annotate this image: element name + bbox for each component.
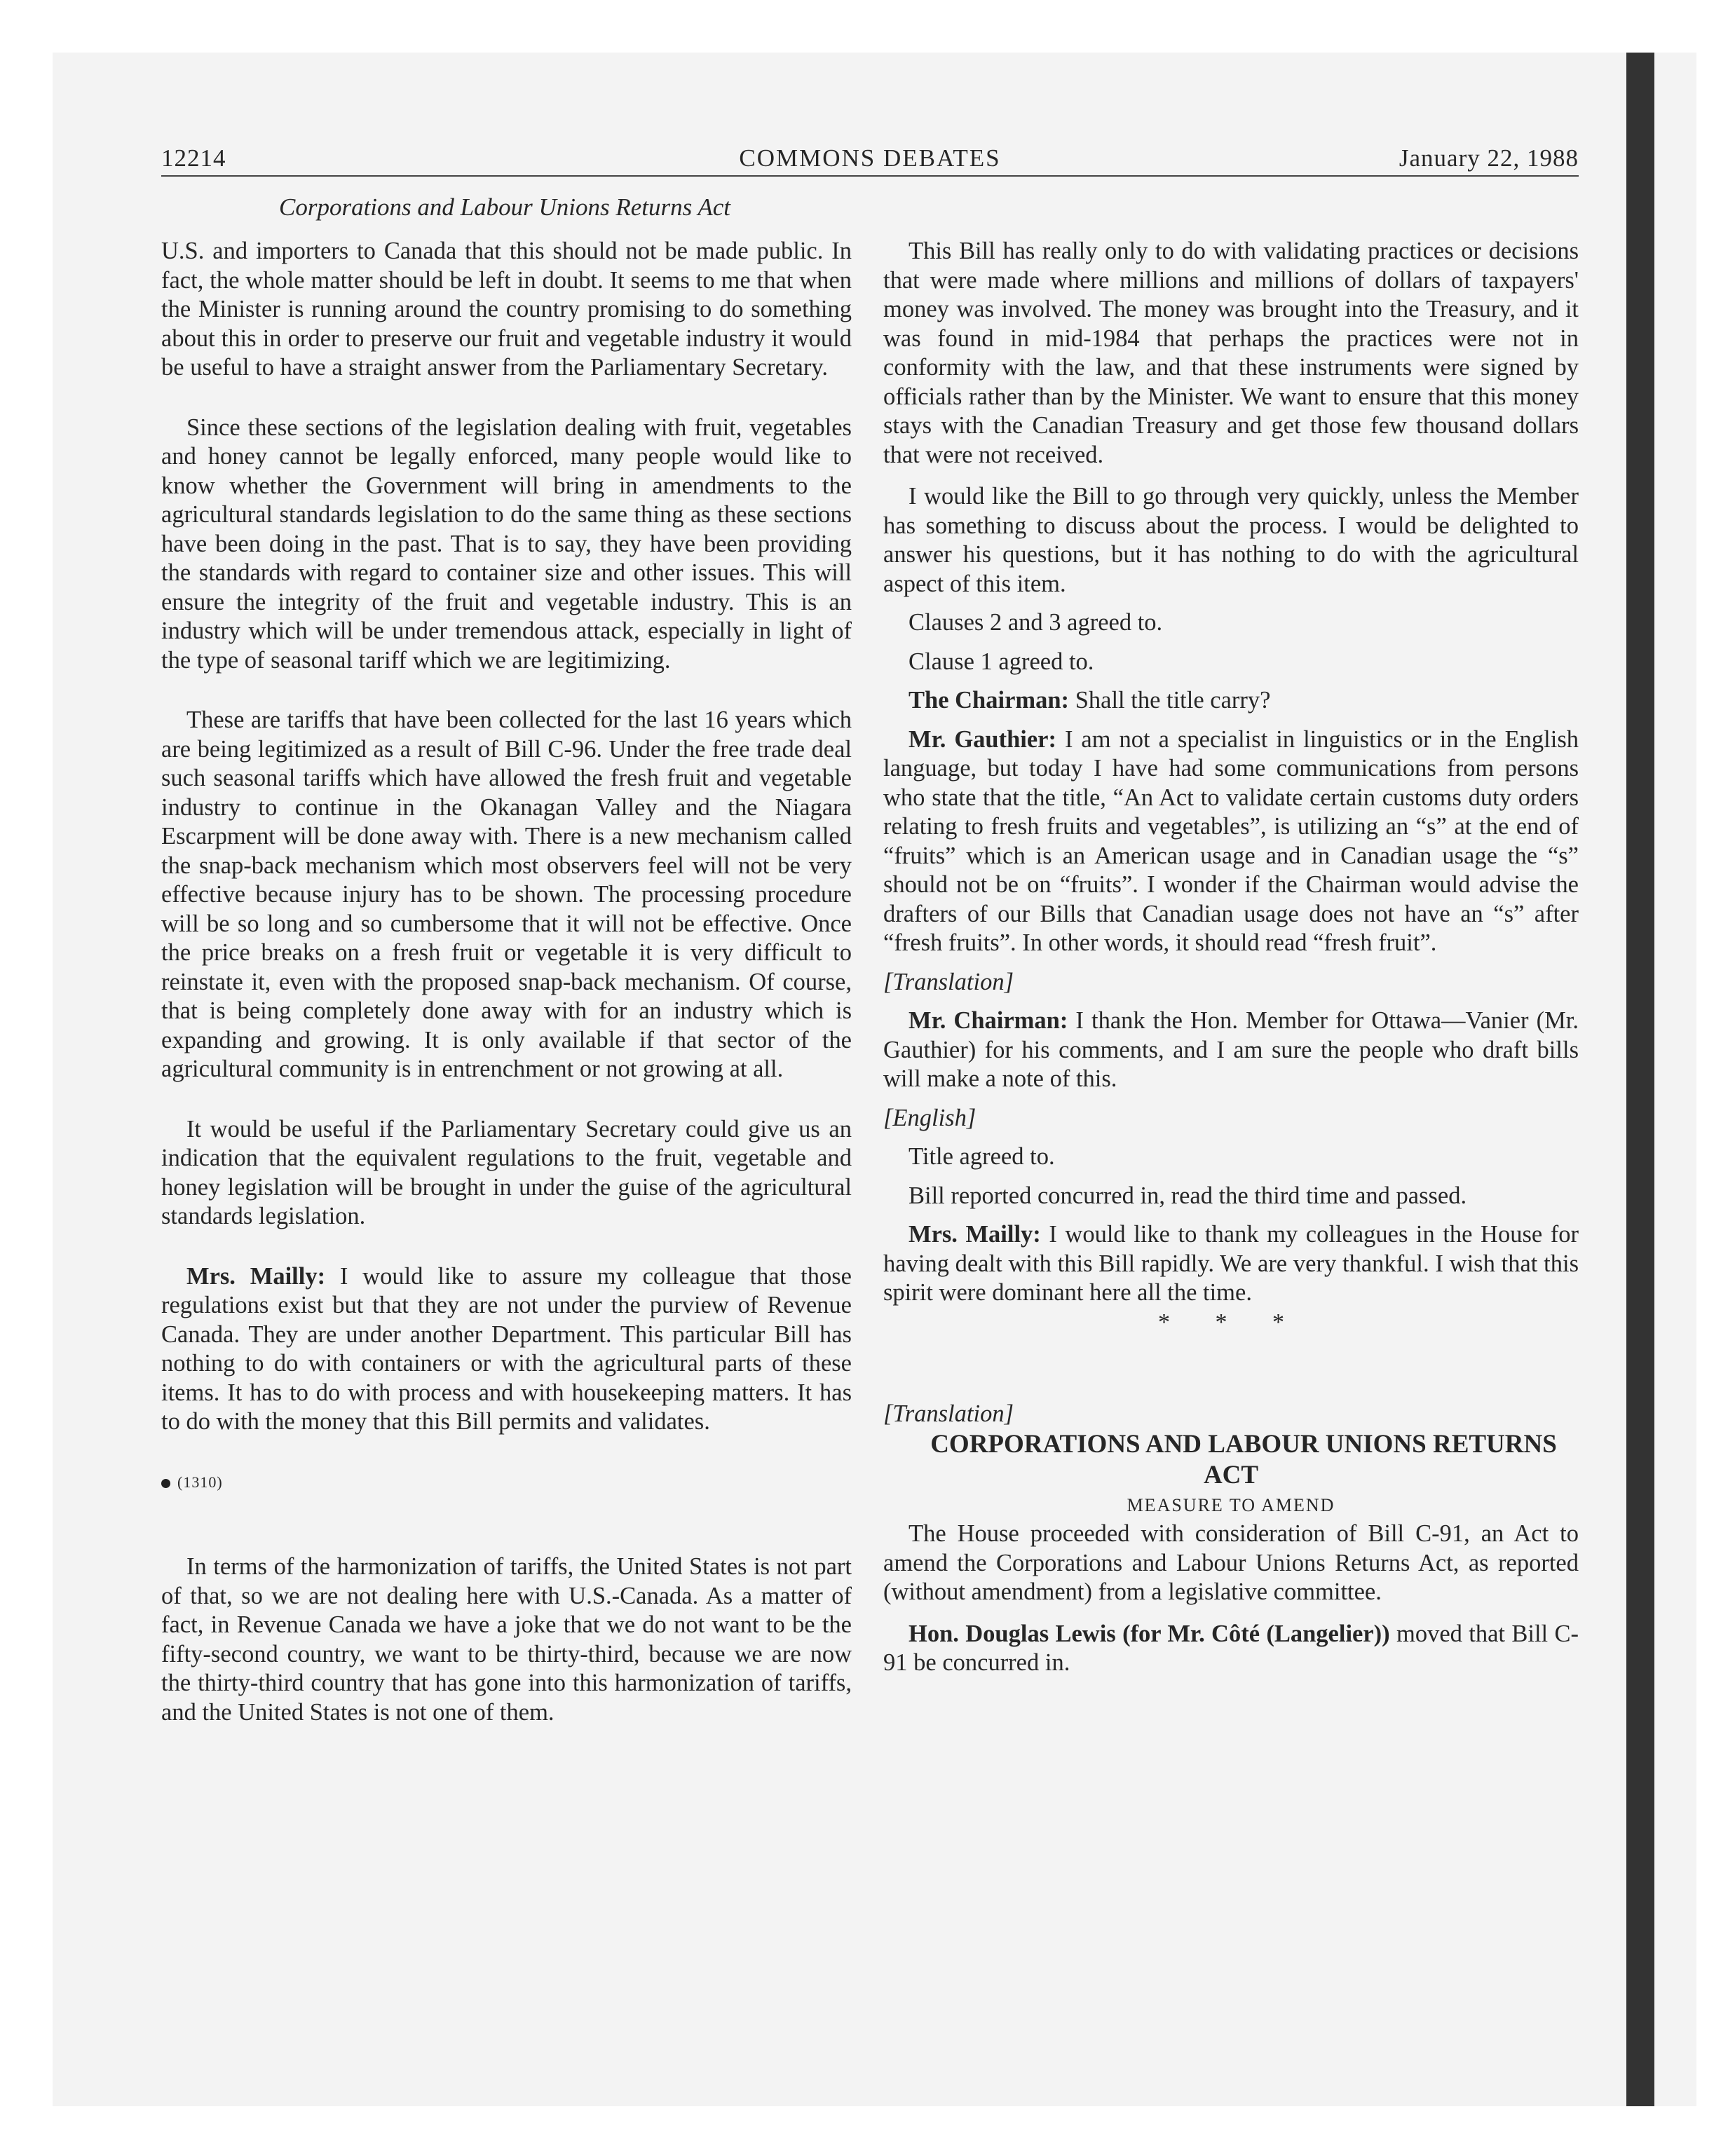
paragraph: The House proceeded with consideration of Bill C-91, an Act to amend the Corporations and Labour Unions Returns Act, as reported (without amendment) from a legislative committee. xyxy=(883,1520,1579,1605)
paragraph: Since these sections of the legislation dealing with fruit, vegetables and honey cannot be legally enforced, many people would like to know whether the Government will bring in amendments to the agricultural standards legislation to do the same thing as these sections have been doing in the past. That is to say, they have been providing the standards with regard to container size and other issues. This will ensure the integrity of the fruit and vegetable industry. This is an industry which will be under tremendous attack, especially in light of the type of seasonal tariff which we are legitimizing. xyxy=(161,414,852,674)
speech-paragraph xyxy=(883,1620,1579,1678)
speech-text: Shall the title carry? xyxy=(1069,687,1271,714)
speech-text: moved that Bill C-91 be concurred in. xyxy=(883,1620,1579,1676)
speech-text: I am not a specialist in linguistics or in the English language, but today I have had some communications from persons who state that the title, “An Act to validate certain customs duty orders relating to fresh fruits and vegetables”, is utilizing an “s” at the end of “fruits” which is an American usage and in Canadian usage the “s” should not be on “fruits”. I wonder if the Chairman would advise the drafters of our Bills that Canadian usage does not have an “s” after “fresh fruits”. In other words, it should read “fresh fruit”. xyxy=(883,725,1579,956)
language-tag: [Translation] xyxy=(883,968,1014,995)
scan-edge-shadow xyxy=(1626,53,1654,2106)
running-title: Corporations and Labour Unions Returns Act xyxy=(279,193,730,221)
speech-paragraph xyxy=(883,1007,1579,1094)
speaker-name: The Chairman: xyxy=(909,687,1070,714)
time-marker-label: (1310) xyxy=(177,1473,223,1491)
paragraph: These are tariffs that have been collected for the last 16 years which are being legitimized as a result of Bill C-96. Under the free trade deal such seasonal tariffs which have allowed the fresh fruit and vegetable industry to continue in the Okanagan Valley and the Niagara Escarpment will be done away with. There is a new mechanism called the snap-back mechanism which most observers feel will not be very effective because injury has to be shown. The processing procedure will be so long and so cumbersome that it will not be effective. Once the price breaks on a fresh fruit or vegetable it is very difficult to reinstate it, even with the proposed snap-back mechanism. Of course, that is being completely done away with for an industry which is expanding and growing. It is only available if that sector of the agricultural community is in entrenchment or not growing at all. xyxy=(161,707,852,1082)
speaker-name: Mr. Gauthier: xyxy=(909,725,1056,753)
right-column xyxy=(883,237,1579,1678)
bullet-icon xyxy=(161,1479,170,1488)
speech-paragraph xyxy=(883,1220,1579,1308)
vote-result: Clause 1 agreed to. xyxy=(909,648,1094,675)
speaker-name: Hon. Douglas Lewis (for Mr. Côté (Langelier)) xyxy=(909,1620,1390,1647)
speaker-name: Mrs. Mailly: xyxy=(186,1262,326,1290)
language-tag: [Translation] xyxy=(883,1400,1014,1427)
vote-result: Title agreed to. xyxy=(909,1143,1055,1170)
page-number: 12214 xyxy=(161,144,226,172)
paragraph: I would like the Bill to go through very quickly, unless the Member has something to discuss about the process. I would be delighted to answer his questions, but it has nothing to do with the agricultural aspect of this item. xyxy=(883,483,1579,597)
speaker-name: Mrs. Mailly: xyxy=(909,1221,1041,1248)
speech-paragraph xyxy=(883,725,1579,958)
publication-title: COMMONS DEBATES xyxy=(739,144,1001,172)
vote-result: Clauses 2 and 3 agreed to. xyxy=(909,609,1163,636)
vote-result: Bill reported concurred in, read the third time and passed. xyxy=(909,1182,1467,1209)
speech-paragraph xyxy=(161,1262,852,1437)
left-column xyxy=(161,237,852,1727)
speech-paragraph xyxy=(883,686,1579,716)
paragraph: This Bill has really only to do with validating practices or decisions that were made where millions and millions of dollars of taxpayers' money was involved. The money was brought into the Treasury, and it was found in mid-1984 that perhaps the practices were not in conformity with the law, and that these instruments were signed by officials rather than by the Minister. We want to ensure that this money stays with the Canadian Treasury and get those few thousand dollars that were not received. xyxy=(883,238,1579,468)
header-rule xyxy=(161,175,1579,177)
section-heading: CORPORATIONS AND LABOUR UNIONS RETURNS ACT xyxy=(930,1429,1557,1489)
paragraph: It would be useful if the Parliamentary Secretary could give us an indication that the equivalent regulations to the fruit, vegetable and honey legislation will be brought in under the guise of the agricultural standards legislation. xyxy=(161,1115,852,1229)
page-header xyxy=(161,144,1579,177)
page-date: January 22, 1988 xyxy=(1399,144,1579,172)
speech-text: I would like to assure my colleague that those regulations exist but that they are not under the purview of Revenue Canada. They are under another Department. This particular Bill has nothing to do with containers or with the agricultural parts of these items. It has to do with process and with housekeeping matters. It has to do with the money that this Bill permits and validates. xyxy=(161,1262,852,1435)
language-tag: [English] xyxy=(883,1104,977,1131)
time-marker xyxy=(161,1468,852,1497)
sub-heading: MEASURE TO AMEND xyxy=(1127,1494,1335,1515)
speech-text: I thank the Hon. Member for Ottawa—Vanier (Mr. Gauthier) for his comments, and I am sure the people who draft bills will make a note of this. xyxy=(883,1007,1579,1092)
speaker-name: Mr. Chairman: xyxy=(909,1007,1068,1034)
paragraph: In terms of the harmonization of tariffs, the United States is not part of that, so we are not dealing here with U.S.-Canada. As a matter of fact, in Revenue Canada we have a joke that we do not want to be the fifty-second country, we want to be thirty-third, because we are now the thirty-third country that has gone into this harmonization of tariffs, and the United States is not one of them. xyxy=(161,1553,852,1726)
speech-text: I would like to thank my colleagues in the House for having dealt with this Bill rapidly. We are very thankful. I wish that this spirit were dominant here all the time. xyxy=(883,1221,1579,1306)
section-separator: * * * xyxy=(1158,1309,1304,1335)
paragraph: U.S. and importers to Canada that this should not be made public. In fact, the whole matter should be left in doubt. It seems to me that when the Minister is running around the country promising to do something about this in order to preserve our fruit and vegetable industry it would be useful to have a straight answer from the Parliamentary Secretary. xyxy=(161,238,852,381)
